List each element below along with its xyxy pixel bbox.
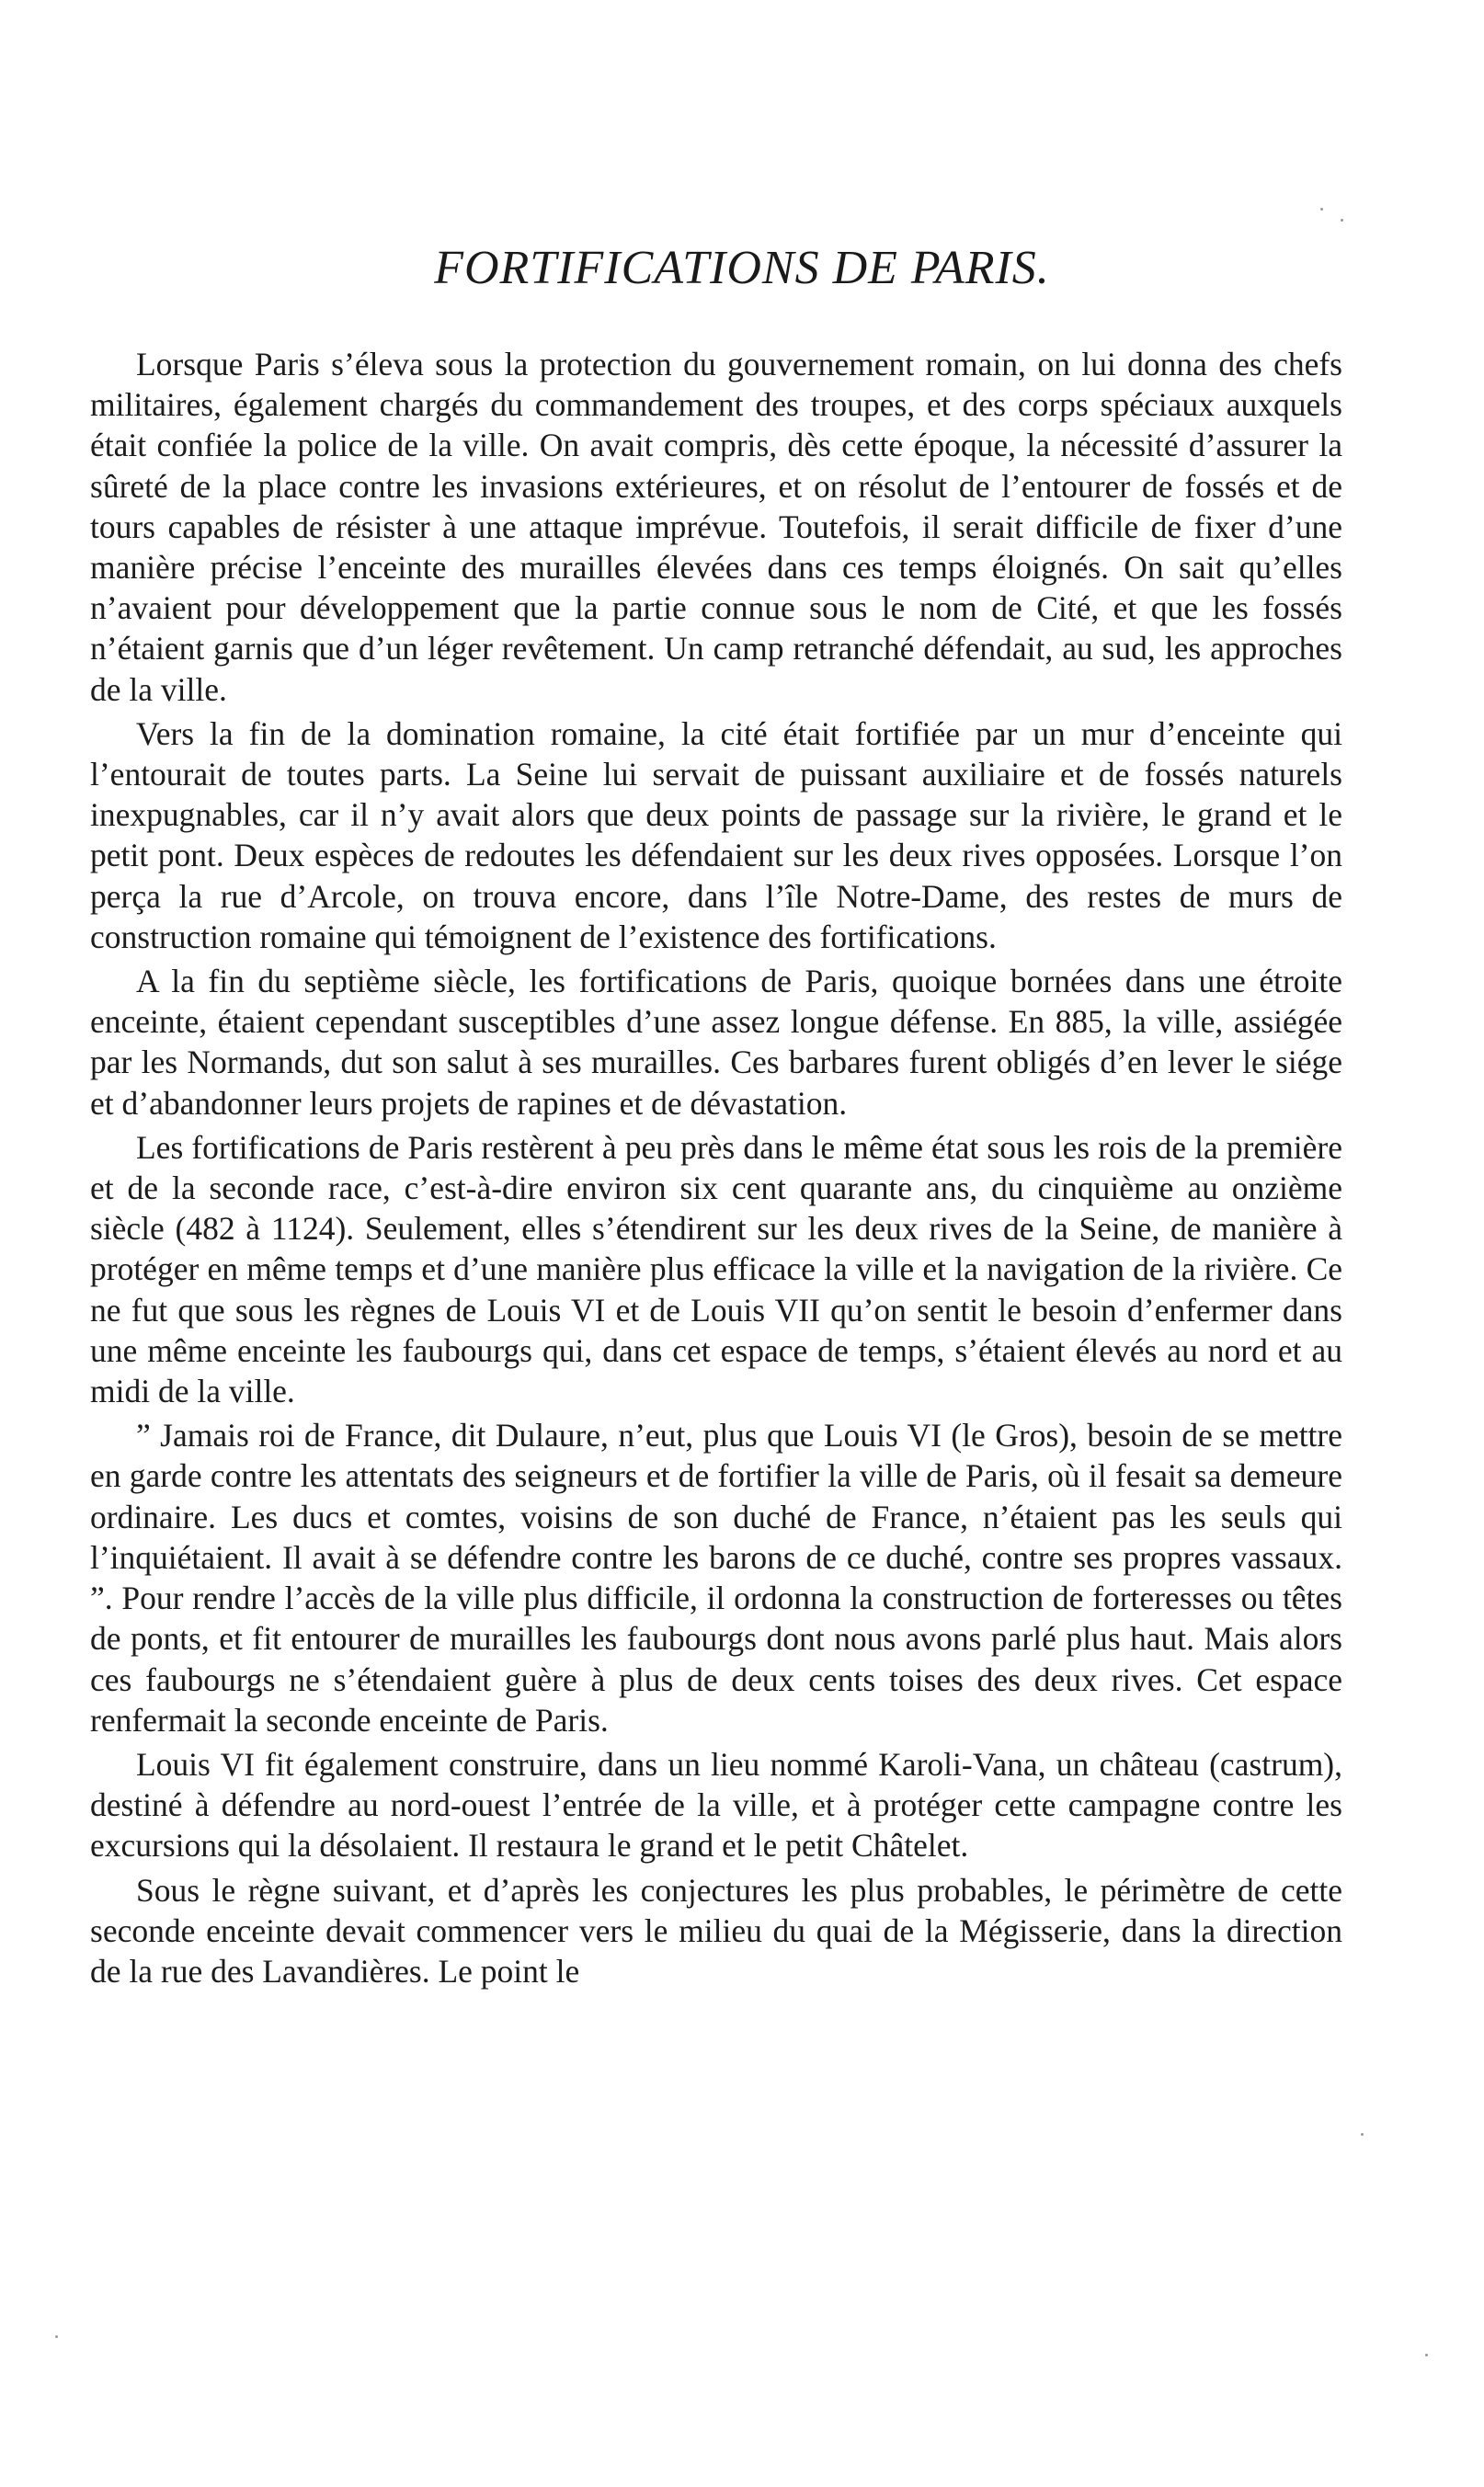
page-title: FORTIFICATIONS DE PARIS. [434, 242, 1050, 294]
paragraph-1: Lorsque Paris s’éleva sous la protection du gouvernement romain, on lui donna des chefs militaires, également chargés du commandement des troupes, et des corps spéciaux auxquels était confiée la police de la ville. On avait compris, dès cette époque, la nécessité d’assurer la sûreté de la place contre les invasions extérieures, et on résolut de l’entourer de fossés et de tours capables de résister à une attaque imprévue. Toutefois, il serait difficile de fixer d’une manière précise l’enceinte des murailles élevées dans ces temps éloignés. On sait qu’elles n’avaient pour développement que la partie connue sous le nom de Cité, et que les fossés n’étaient garnis que d’un léger revêtement. Un camp retranché défendait, au sud, les approches de la ville. [90, 346, 1342, 708]
paragraph-2: Vers la fin de la domination romaine, la cité était fortifiée par un mur d’enceinte qui l’entourait de toutes parts. La Seine lui servait de puissant auxiliaire et de fossés naturels inexpugnables, car il n’y avait alors que deux points de passage sur la rivière, le grand et le petit pont. Deux espèces de redoutes les défendaient sur les deux rives opposées. Lorsque l’on perça la rue d’Arcole, on trouva encore, dans l’île Notre-Dame, des restes de murs de construction romaine qui témoignent de l’existence des fortifications. [90, 714, 1342, 955]
paragraph-7: Sous le règne suivant, et d’après les conjectures les plus probables, le périmètre de cette seconde enceinte devait commencer vers le milieu du quai de la Mégisserie, dans la direction de la rue des Lavandières. Le point le [90, 1871, 1342, 1990]
print-speck [1341, 219, 1343, 222]
paragraph-3: A la fin du septième siècle, les fortifications de Paris, quoique bornées dans une étroite enceinte, étaient cependant susceptibles d’une assez longue défense. En 885, la ville, assiégée par les Normands, dut son salut à ses murailles. Ces barbares furent obligés d’en lever le siége et d’abandonner leurs projets de rapines et de dévastation. [90, 963, 1342, 1122]
paragraph-5: ” Jamais roi de France, dit Dulaure, n’eut, plus que Louis VI (le Gros), besoin de se mettre en garde contre les attentats des seigneurs et de fortifier la ville de Paris, où il fesait sa demeure ordinaire. Les ducs et comtes, voisins de son duché de France, n’étaient pas les seuls qui l’inquiétaient. Il avait à se défendre contre les barons de ce duché, contre ses propres vassaux. ”. Pour rendre l’accès de la ville plus difficile, il ordonna la construction de forteresses ou têtes de ponts, et fit entourer de murailles les faubourgs dont nous avons parlé plus haut. Mais alors ces faubourgs ne s’étendaient guère à plus de deux cents toises des deux rives. Cet espace renfermait la seconde enceinte de Paris. [90, 1417, 1342, 1739]
print-speck [1425, 2354, 1428, 2356]
print-speck [1320, 208, 1323, 211]
body-text [90, 344, 1342, 1995]
paragraph-6: Louis VI fit également construire, dans un lieu nommé Karoli-Vana, un château (castrum), destiné à défendre au nord-ouest l’entrée de la ville, et à protéger cette campagne contre les excursions qui la désolaient. Il restaura le grand et le petit Châtelet. [90, 1745, 1342, 1865]
paragraph-4: Les fortifications de Paris restèrent à peu près dans le même état sous les rois de la première et de la seconde race, c’est-à-dire environ six cent quarante ans, du cinquième au onzième siècle (482 à 1124). Seulement, elles s’étendirent sur les deux rives de la Seine, de manière à protéger en même temps et d’une manière plus efficace la ville et la navigation de la rivière. Ce ne fut que sous les règnes de Louis VI et de Louis VII qu’on sentit le besoin d’enfermer dans une même enceinte les faubourgs qui, dans cet espace de temps, s’étaient élevés au nord et au midi de la ville. [90, 1128, 1342, 1410]
print-speck [1361, 2133, 1364, 2136]
print-speck [55, 2335, 58, 2338]
